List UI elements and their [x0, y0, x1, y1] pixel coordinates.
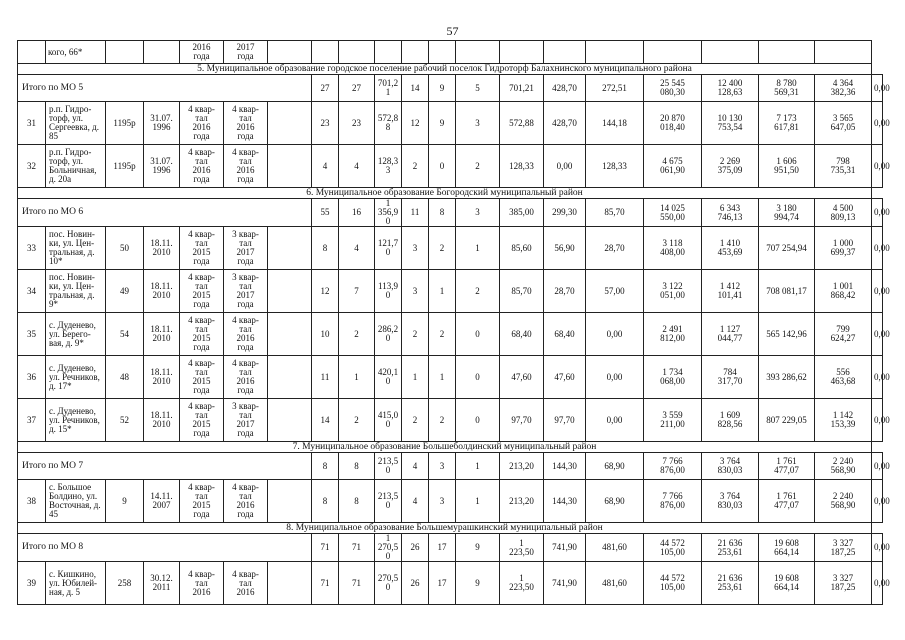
value-cell: 128,3 3	[375, 145, 402, 188]
value-cell	[544, 41, 586, 64]
value-cell: 0,00	[872, 145, 883, 188]
value-cell: 0,00	[586, 356, 644, 399]
total-value: 85,70	[586, 199, 644, 227]
quarter-cell: 4 квар- тал 2016 года	[224, 102, 268, 145]
doc-cell: 52	[106, 399, 144, 442]
row-number: 32	[18, 145, 46, 188]
value-cell: 3 565 647,05	[815, 102, 872, 145]
value-cell	[402, 41, 429, 64]
value-cell: 9	[456, 562, 500, 605]
value-cell: 572,88	[500, 102, 544, 145]
value-cell: 28,70	[586, 227, 644, 270]
value-cell: 12	[312, 270, 339, 313]
value-cell: 1 142 153,39	[815, 399, 872, 442]
row-number: 31	[18, 102, 46, 145]
row-number: 37	[18, 399, 46, 442]
total-value: 21 636 253,61	[702, 534, 759, 562]
value-cell: 1	[429, 270, 456, 313]
total-value: 701,21	[500, 75, 544, 102]
value-cell: 741,90	[544, 562, 586, 605]
doc-cell: 50	[106, 227, 144, 270]
total-value: 27	[339, 75, 375, 102]
address-cell: с. Дуденево, ул. Речников, д. 15*	[46, 399, 106, 442]
value-cell: 0	[456, 356, 500, 399]
value-cell	[456, 41, 500, 64]
address-cell: кого, 66*	[46, 41, 106, 64]
value-cell: 798 735,31	[815, 145, 872, 188]
total-value: 25 545 080,30	[644, 75, 702, 102]
table-row	[18, 102, 883, 145]
value-cell: 1	[339, 356, 375, 399]
value-cell: 144,18	[586, 102, 644, 145]
total-value: 299,30	[544, 199, 586, 227]
blank-cell	[268, 480, 312, 523]
value-cell: 2	[402, 399, 429, 442]
value-cell: 1	[456, 480, 500, 523]
value-cell: 1 000 699,37	[815, 227, 872, 270]
blank-cell	[268, 227, 312, 270]
total-value: 7 766 876,00	[644, 453, 702, 480]
value-cell: 1 127 044,77	[702, 313, 759, 356]
value-cell: 213,20	[500, 480, 544, 523]
value-cell: 0,00	[586, 399, 644, 442]
value-cell: 2	[402, 313, 429, 356]
table-row	[18, 41, 883, 64]
quarter-cell: 3 квар- тал 2017 года	[224, 399, 268, 442]
value-cell: 415,0 0	[375, 399, 402, 442]
value-cell: 85,70	[500, 270, 544, 313]
address-cell: с. Кишкино, ул. Юбилей- ная, д. 5	[46, 562, 106, 605]
total-value: 3	[456, 199, 500, 227]
total-row	[18, 453, 883, 480]
date-cell: 18.11. 2010	[144, 313, 180, 356]
value-cell: 2 491 812,00	[644, 313, 702, 356]
value-cell: 1	[456, 227, 500, 270]
total-value: 8	[429, 199, 456, 227]
total-label: Итого по МО 7	[18, 453, 312, 480]
date-cell: 18.11. 2010	[144, 227, 180, 270]
date-cell: 30.12. 2011	[144, 562, 180, 605]
quarter-cell: 4 квар- тал 2016 года	[224, 356, 268, 399]
total-value: 213,20	[500, 453, 544, 480]
section-heading: 8. Муниципальное образование Большемурашкинский муниципальный район	[18, 523, 872, 534]
section-heading: 7. Муниципальное образование Большеболдинский муниципальный район	[18, 442, 872, 453]
quarter-cell: 4 квар- тал 2015 года	[180, 313, 224, 356]
value-cell: 23	[339, 102, 375, 145]
value-cell: 68,40	[544, 313, 586, 356]
value-cell: 21 636 253,61	[702, 562, 759, 605]
total-value: 3	[429, 453, 456, 480]
total-label: Итого по МО 6	[18, 199, 312, 227]
quarter-cell: 2017 года	[224, 41, 268, 64]
address-cell: пос. Новин- ки, ул. Цен- тральная, д. 10*	[46, 227, 106, 270]
total-value: 27	[312, 75, 339, 102]
total-value: 144,30	[544, 453, 586, 480]
section-heading-row	[18, 523, 883, 534]
value-cell: 1	[402, 356, 429, 399]
value-cell: 799 624,27	[815, 313, 872, 356]
table-row	[18, 562, 883, 605]
value-cell: 57,00	[586, 270, 644, 313]
row-number: 39	[18, 562, 46, 605]
total-value: 17	[429, 534, 456, 562]
quarter-cell: 3 квар- тал 2017 года	[224, 227, 268, 270]
total-value: 44 572 105,00	[644, 534, 702, 562]
value-cell: 47,60	[544, 356, 586, 399]
value-cell: 213,5 0	[375, 480, 402, 523]
value-cell: 7	[339, 270, 375, 313]
total-value: 1	[456, 453, 500, 480]
quarter-cell: 4 квар- тал 2016 года	[224, 145, 268, 188]
total-row	[18, 534, 883, 562]
value-cell	[586, 41, 644, 64]
doc-cell: 1195р	[106, 102, 144, 145]
row-number	[18, 41, 46, 64]
value-cell: 128,33	[586, 145, 644, 188]
value-cell: 3	[402, 270, 429, 313]
value-cell: 12	[402, 102, 429, 145]
address-cell: с. Дуденево, ул. Берего- вая, д. 9*	[46, 313, 106, 356]
value-cell: 2	[429, 313, 456, 356]
total-label: Итого по МО 8	[18, 534, 312, 562]
table-row	[18, 227, 883, 270]
quarter-cell: 4 квар- тал 2015 года	[180, 399, 224, 442]
row-number: 38	[18, 480, 46, 523]
doc-cell	[106, 41, 144, 64]
value-cell: 0	[429, 145, 456, 188]
value-cell: 8	[312, 480, 339, 523]
value-cell: 0,00	[872, 227, 883, 270]
value-cell: 10	[312, 313, 339, 356]
total-value: 272,51	[586, 75, 644, 102]
address-cell: р.п. Гидро- торф, ул. Сергеевка, д. 85	[46, 102, 106, 145]
quarter-cell: 2016 года	[180, 41, 224, 64]
date-cell: 18.11. 2010	[144, 270, 180, 313]
value-cell: 68,90	[586, 480, 644, 523]
value-cell: 4	[312, 145, 339, 188]
value-cell: 0	[456, 399, 500, 442]
value-cell: 3 122 051,00	[644, 270, 702, 313]
total-value: 26	[402, 534, 429, 562]
total-value: 16	[339, 199, 375, 227]
section-heading: 6. Муниципальное образование Богородский муниципальный район	[18, 188, 872, 199]
value-cell: 0,00	[872, 562, 883, 605]
value-cell: 0,00	[872, 102, 883, 145]
total-value: 12 400 128,63	[702, 75, 759, 102]
value-cell: 2	[456, 145, 500, 188]
date-cell: 18.11. 2010	[144, 356, 180, 399]
value-cell: 2	[429, 399, 456, 442]
value-cell	[339, 41, 375, 64]
total-value: 0,00	[872, 199, 883, 227]
value-cell: 1 001 868,42	[815, 270, 872, 313]
total-value: 213,5 0	[375, 453, 402, 480]
value-cell: 11	[312, 356, 339, 399]
value-cell: 9	[429, 102, 456, 145]
section-heading-row	[18, 64, 883, 75]
total-value: 19 608 664,14	[759, 534, 815, 562]
value-cell: 0,00	[872, 313, 883, 356]
address-cell: с. Дуденево, ул. Речников, д. 17*	[46, 356, 106, 399]
total-value: 68,90	[586, 453, 644, 480]
value-cell	[759, 41, 815, 64]
table-row	[18, 356, 883, 399]
blank-cell	[268, 313, 312, 356]
total-value: 8	[312, 453, 339, 480]
value-cell: 0,00	[586, 313, 644, 356]
value-cell: 556 463,68	[815, 356, 872, 399]
quarter-cell: 4 квар- тал 2016 года	[224, 480, 268, 523]
value-cell	[815, 41, 872, 64]
value-cell: 7 173 617,81	[759, 102, 815, 145]
quarter-cell: 3 квар- тал 2017 года	[224, 270, 268, 313]
row-number: 33	[18, 227, 46, 270]
quarter-cell: 4 квар- тал 2015 года	[180, 227, 224, 270]
value-cell: 71	[312, 562, 339, 605]
value-cell: 47,60	[500, 356, 544, 399]
doc-cell: 258	[106, 562, 144, 605]
value-cell: 0	[456, 313, 500, 356]
value-cell: 56,90	[544, 227, 586, 270]
value-cell: 20 870 018,40	[644, 102, 702, 145]
value-cell: 28,70	[544, 270, 586, 313]
value-cell	[702, 41, 759, 64]
value-cell: 85,60	[500, 227, 544, 270]
quarter-cell: 4 квар- тал 2016 года	[180, 145, 224, 188]
total-value: 428,70	[544, 75, 586, 102]
quarter-cell: 4 квар- тал 2016 года	[180, 102, 224, 145]
date-cell: 31.07. 1996	[144, 102, 180, 145]
doc-cell: 49	[106, 270, 144, 313]
table-row	[18, 270, 883, 313]
total-value: 3 327 187,25	[815, 534, 872, 562]
value-cell: 14	[312, 399, 339, 442]
value-cell: 2	[402, 145, 429, 188]
value-cell: 3 559 211,00	[644, 399, 702, 442]
total-value: 71	[339, 534, 375, 562]
value-cell: 0,00	[872, 480, 883, 523]
value-cell: 572,8 8	[375, 102, 402, 145]
value-cell: 1	[429, 356, 456, 399]
section-heading-row	[18, 442, 883, 453]
value-cell: 428,70	[544, 102, 586, 145]
value-cell	[644, 41, 702, 64]
value-cell: 0,00	[872, 356, 883, 399]
value-cell: 128,33	[500, 145, 544, 188]
value-cell: 1 761 477,07	[759, 480, 815, 523]
value-cell: 481,60	[586, 562, 644, 605]
value-cell: 17	[429, 562, 456, 605]
table-row	[18, 145, 883, 188]
value-cell: 3	[456, 102, 500, 145]
quarter-cell: 4 квар- тал 2016	[180, 562, 224, 605]
total-value: 741,90	[544, 534, 586, 562]
total-value: 0,00	[872, 453, 883, 480]
value-cell	[375, 41, 402, 64]
row-number: 35	[18, 313, 46, 356]
value-cell: 71	[339, 562, 375, 605]
value-cell: 121,7 0	[375, 227, 402, 270]
total-value: 5	[456, 75, 500, 102]
value-cell: 4 675 061,90	[644, 145, 702, 188]
date-cell: 14.11. 2007	[144, 480, 180, 523]
value-cell: 0,00	[872, 399, 883, 442]
value-cell: 8	[339, 480, 375, 523]
total-value: 9	[456, 534, 500, 562]
value-cell: 3 327 187,25	[815, 562, 872, 605]
total-value: 14 025 550,00	[644, 199, 702, 227]
total-value: 0,00	[872, 75, 883, 102]
blank-cell	[268, 562, 312, 605]
total-value: 4 500 809,13	[815, 199, 872, 227]
total-value: 2 240 568,90	[815, 453, 872, 480]
date-cell	[144, 41, 180, 64]
total-value: 9	[429, 75, 456, 102]
value-cell: 8	[312, 227, 339, 270]
value-cell: 708 081,17	[759, 270, 815, 313]
row-number: 34	[18, 270, 46, 313]
address-cell: р.п. Гидро- торф, ул. Больничная, д. 20а	[46, 145, 106, 188]
value-cell: 1 412 101,41	[702, 270, 759, 313]
address-cell: с. Большое Болдино, ул. Восточная, д. 45	[46, 480, 106, 523]
total-value: 1 761 477,07	[759, 453, 815, 480]
total-value: 4 364 382,36	[815, 75, 872, 102]
doc-cell: 9	[106, 480, 144, 523]
table-row	[18, 399, 883, 442]
page-number: 57	[446, 24, 459, 38]
value-cell: 10 130 753,54	[702, 102, 759, 145]
total-value: 4	[402, 453, 429, 480]
value-cell: 4	[402, 480, 429, 523]
value-cell: 113,9 0	[375, 270, 402, 313]
total-value: 8	[339, 453, 375, 480]
total-value: 1 223,50	[500, 534, 544, 562]
total-value: 385,00	[500, 199, 544, 227]
total-value: 3 764 830,03	[702, 453, 759, 480]
quarter-cell: 4 квар- тал 2015 года	[180, 356, 224, 399]
value-cell: 1 609 828,56	[702, 399, 759, 442]
blank-cell	[268, 356, 312, 399]
total-value: 1 270,5 0	[375, 534, 402, 562]
value-cell: 68,40	[500, 313, 544, 356]
value-cell	[312, 41, 339, 64]
table-row	[18, 480, 883, 523]
value-cell: 3	[429, 480, 456, 523]
value-cell: 565 142,96	[759, 313, 815, 356]
quarter-cell: 4 квар- тал 2015 года	[180, 270, 224, 313]
value-cell: 1 606 951,50	[759, 145, 815, 188]
value-cell	[429, 41, 456, 64]
value-cell: 420,1 0	[375, 356, 402, 399]
row-number: 36	[18, 356, 46, 399]
blank-cell	[268, 399, 312, 442]
value-cell: 270,5 0	[375, 562, 402, 605]
total-row	[18, 199, 883, 227]
value-cell: 144,30	[544, 480, 586, 523]
total-value: 6 343 746,13	[702, 199, 759, 227]
blank-cell	[268, 145, 312, 188]
blank-cell	[268, 102, 312, 145]
value-cell	[500, 41, 544, 64]
value-cell: 3 118 408,00	[644, 227, 702, 270]
value-cell: 4	[339, 227, 375, 270]
value-cell: 807 229,05	[759, 399, 815, 442]
total-value: 0,00	[872, 534, 883, 562]
section-heading: 5. Муниципальное образование городское поселение рабочий поселок Гидроторф Балахнинского муниципального района	[18, 64, 872, 75]
value-cell: 23	[312, 102, 339, 145]
value-cell: 0,00	[544, 145, 586, 188]
value-cell: 1 410 453,69	[702, 227, 759, 270]
value-cell: 44 572 105,00	[644, 562, 702, 605]
date-cell: 18.11. 2010	[144, 399, 180, 442]
value-cell: 3	[402, 227, 429, 270]
blank-cell	[268, 270, 312, 313]
total-value: 3 180 994,74	[759, 199, 815, 227]
total-value: 11	[402, 199, 429, 227]
quarter-cell: 4 квар- тал 2016	[224, 562, 268, 605]
value-cell: 26	[402, 562, 429, 605]
value-cell: 286,2 0	[375, 313, 402, 356]
total-value: 481,60	[586, 534, 644, 562]
total-value: 55	[312, 199, 339, 227]
total-value: 8 780 569,31	[759, 75, 815, 102]
value-cell: 2	[456, 270, 500, 313]
total-value: 701,2 1	[375, 75, 402, 102]
value-cell: 4	[339, 145, 375, 188]
table-row	[18, 313, 883, 356]
value-cell	[268, 41, 312, 64]
date-cell: 31.07. 1996	[144, 145, 180, 188]
value-cell: 0,00	[872, 270, 883, 313]
total-value: 71	[312, 534, 339, 562]
value-cell: 2	[339, 399, 375, 442]
total-label: Итого по МО 5	[18, 75, 312, 102]
value-cell: 1 734 068,00	[644, 356, 702, 399]
value-cell: 19 608 664,14	[759, 562, 815, 605]
value-cell: 1 223,50	[500, 562, 544, 605]
total-value: 1 356,9 0	[375, 199, 402, 227]
resettlement-table	[17, 40, 890, 605]
quarter-cell: 4 квар- тал 2016 года	[224, 313, 268, 356]
total-row	[18, 75, 883, 102]
address-cell: пос. Новин- ки, ул. Цен- тральная, д. 9*	[46, 270, 106, 313]
value-cell: 2	[429, 227, 456, 270]
value-cell: 2	[339, 313, 375, 356]
doc-cell: 1195р	[106, 145, 144, 188]
value-cell: 3 764 830,03	[702, 480, 759, 523]
quarter-cell: 4 квар- тал 2015 года	[180, 480, 224, 523]
value-cell: 707 254,94	[759, 227, 815, 270]
value-cell: 2 269 375,09	[702, 145, 759, 188]
value-cell: 393 286,62	[759, 356, 815, 399]
value-cell: 2 240 568,90	[815, 480, 872, 523]
section-heading-row	[18, 188, 883, 199]
doc-cell: 54	[106, 313, 144, 356]
value-cell: 7 766 876,00	[644, 480, 702, 523]
total-value: 14	[402, 75, 429, 102]
value-cell: 97,70	[500, 399, 544, 442]
value-cell: 97,70	[544, 399, 586, 442]
value-cell: 784 317,70	[702, 356, 759, 399]
doc-cell: 48	[106, 356, 144, 399]
